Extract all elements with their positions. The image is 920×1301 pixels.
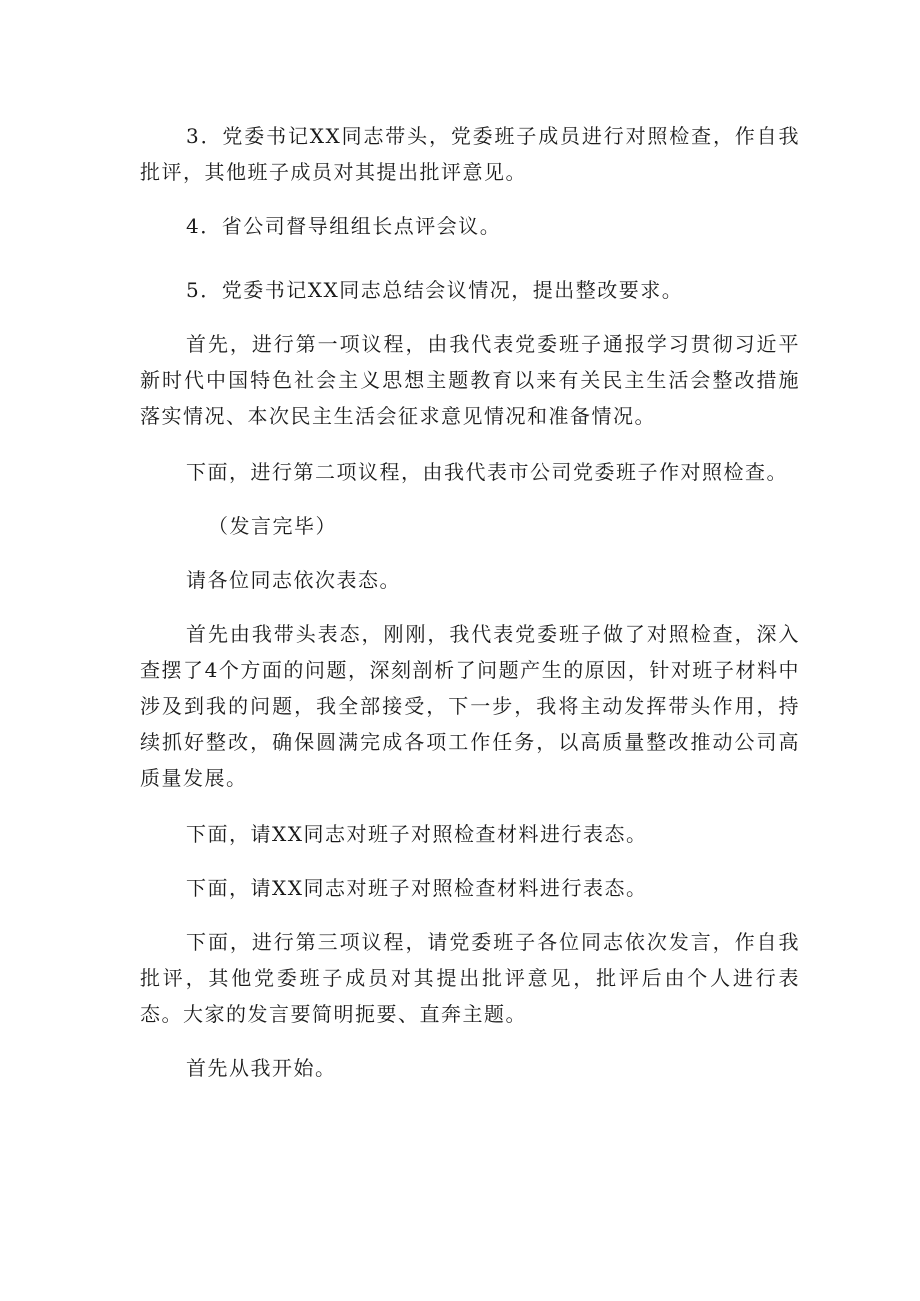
paragraph-request-statements: 请各位同志依次表态。	[186, 568, 401, 592]
paragraph-second-agenda: 下面，进行第二项议程，由我代表市公司党委班子作对照检查。	[186, 460, 788, 484]
paragraph-start-with-me: 首先从我开始。	[186, 1056, 337, 1080]
agenda-item-5: 5．党委书记XX同志总结会议情况，提出整改要求。	[186, 278, 684, 302]
paragraph-first-agenda: 首先，进行第一项议程，由我代表党委班子通报学习贯彻习近平新时代中国特色社会主义思想主题教育以来有关民主生活会整改措施落实情况、本次民主生活会征求意见情况和准备情况。	[140, 332, 800, 428]
paragraph-third-agenda: 下面，进行第三项议程，请党委班子各位同志依次发言，作自我批评，其他党委班子成员对其提出批评意见，批评后由个人进行表态。大家的发言要简明扼要、直奔主题。	[140, 930, 800, 1026]
agenda-item-4: 4．省公司督导组组长点评会议。	[186, 214, 502, 238]
paragraph-lead-statement: 首先由我带头表态，刚刚，我代表党委班子做了对照检查，深入查摆了4个方面的问题，深刻剖析了问题产生的原因，针对班子材料中涉及到我的问题，我全部接受，下一步，我将主动发挥带头作用，持续抓好整改，确保圆满完成各项工作任务，以高质量整改推动公司高质量发展。	[140, 622, 800, 790]
paragraph-speech-finished: （发言完毕）	[208, 514, 337, 538]
paragraph-statement-xx-2: 下面，请XX同志对班子对照检查材料进行表态。	[186, 876, 648, 900]
paragraph-statement-xx-1: 下面，请XX同志对班子对照检查材料进行表态。	[186, 822, 648, 846]
document-body	[140, 118, 800, 1086]
agenda-item-3: 3．党委书记XX同志带头，党委班子成员进行对照检查，作自我批评，其他班子成员对其提出批评意见。	[140, 124, 800, 184]
